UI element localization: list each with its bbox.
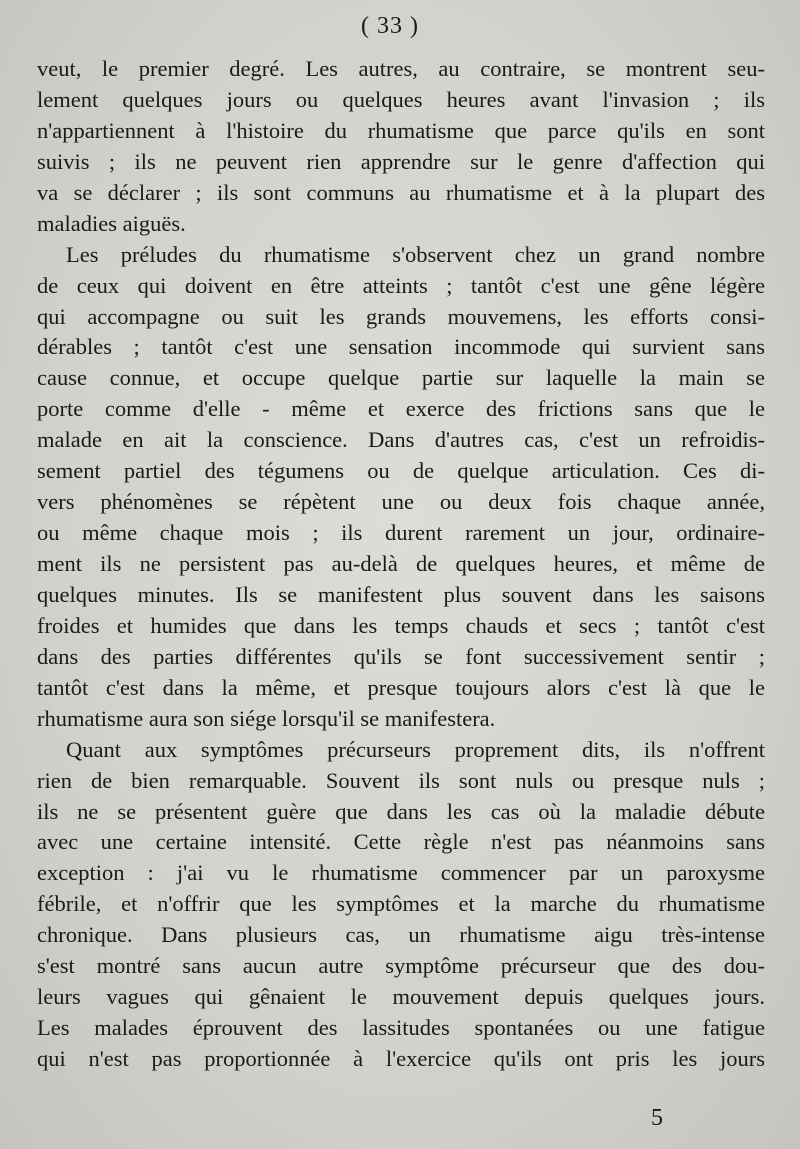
text-line: vers phénomènes se répètent une ou deux fois chaque année, bbox=[37, 489, 765, 515]
body-text bbox=[37, 54, 765, 1075]
text-line: suivis ; ils ne peuvent rien apprendre sur le genre d'affection qui bbox=[37, 148, 765, 174]
text-line: dans des parties différentes qu'ils se font successivement sentir ; bbox=[37, 643, 765, 669]
text-line: avec une certaine intensité. Cette règle n'est pas néanmoins sans bbox=[37, 829, 765, 855]
text-line: cause connue, et occupe quelque partie sur laquelle la main se bbox=[37, 365, 765, 391]
text-line: s'est montré sans aucun autre symptôme précurseur que des dou- bbox=[37, 953, 765, 979]
text-line: Les malades éprouvent des lassitudes spontanées ou une fatigue bbox=[37, 1015, 765, 1041]
text-line: quelques minutes. Ils se manifestent plus souvent dans les saisons bbox=[37, 581, 765, 607]
text-line: tantôt c'est dans la même, et presque toujours alors c'est là que le bbox=[37, 674, 765, 700]
text-line: fébrile, et n'offrir que les symptômes et la marche du rhumatisme bbox=[37, 891, 765, 917]
text-line: leurs vagues qui gênaient le mouvement depuis quelques jours. bbox=[37, 984, 765, 1010]
text-line: froides et humides que dans les temps chauds et secs ; tantôt c'est bbox=[37, 612, 765, 638]
text-line: Les préludes du rhumatisme s'observent chez un grand nombre bbox=[66, 241, 765, 267]
text-line: veut, le premier degré. Les autres, au contraire, se montrent seu- bbox=[37, 56, 765, 81]
text-line: rhumatisme aura son siége lorsqu'il se manifestera. bbox=[37, 705, 496, 731]
text-line: lement quelques jours ou quelques heures avant l'invasion ; ils bbox=[37, 86, 765, 112]
text-line: ment ils ne persistent pas au-delà de quelques heures, et même de bbox=[37, 551, 765, 576]
text-line: va se déclarer ; ils sont communs au rhumatisme et à la plupart des bbox=[37, 179, 765, 205]
text-line: dérables ; tantôt c'est une sensation incommode qui survient sans bbox=[37, 334, 765, 360]
text-line: porte comme d'elle - même et exerce des frictions sans que le bbox=[37, 396, 765, 422]
text-line: exception : j'ai vu le rhumatisme commencer par un paroxysme bbox=[37, 860, 765, 886]
text-line: de ceux qui doivent en être atteints ; tantôt c'est une gêne légère bbox=[37, 272, 765, 298]
text-line: n'appartiennent à l'histoire du rhumatisme que parce qu'ils en sont bbox=[37, 117, 765, 143]
text-line: maladies aiguës. bbox=[37, 210, 186, 236]
signature-mark: 5 bbox=[651, 1105, 663, 1131]
text-line: chronique. Dans plusieurs cas, un rhumatisme aigu très-intense bbox=[37, 922, 765, 948]
text-line: rien de bien remarquable. Souvent ils sont nuls ou presque nuls ; bbox=[37, 767, 765, 793]
text-line: ils ne se présentent guère que dans les cas où la maladie débute bbox=[37, 798, 765, 824]
text-line: malade en ait la conscience. Dans d'autres cas, c'est un refroidis- bbox=[37, 427, 765, 453]
text-line: qui n'est pas proportionnée à l'exercice qu'ils ont pris les jours bbox=[37, 1046, 765, 1071]
text-line: qui accompagne ou suit les grands mouvemens, les efforts consi- bbox=[37, 303, 765, 329]
page-number: ( 33 ) bbox=[361, 13, 419, 39]
text-line: ou même chaque mois ; ils durent rarement un jour, ordinaire- bbox=[37, 520, 765, 546]
text-line: sement partiel des tégumens ou de quelque articulation. Ces di- bbox=[37, 458, 765, 484]
text-line: Quant aux symptômes précurseurs proprement dits, ils n'offrent bbox=[66, 736, 765, 762]
